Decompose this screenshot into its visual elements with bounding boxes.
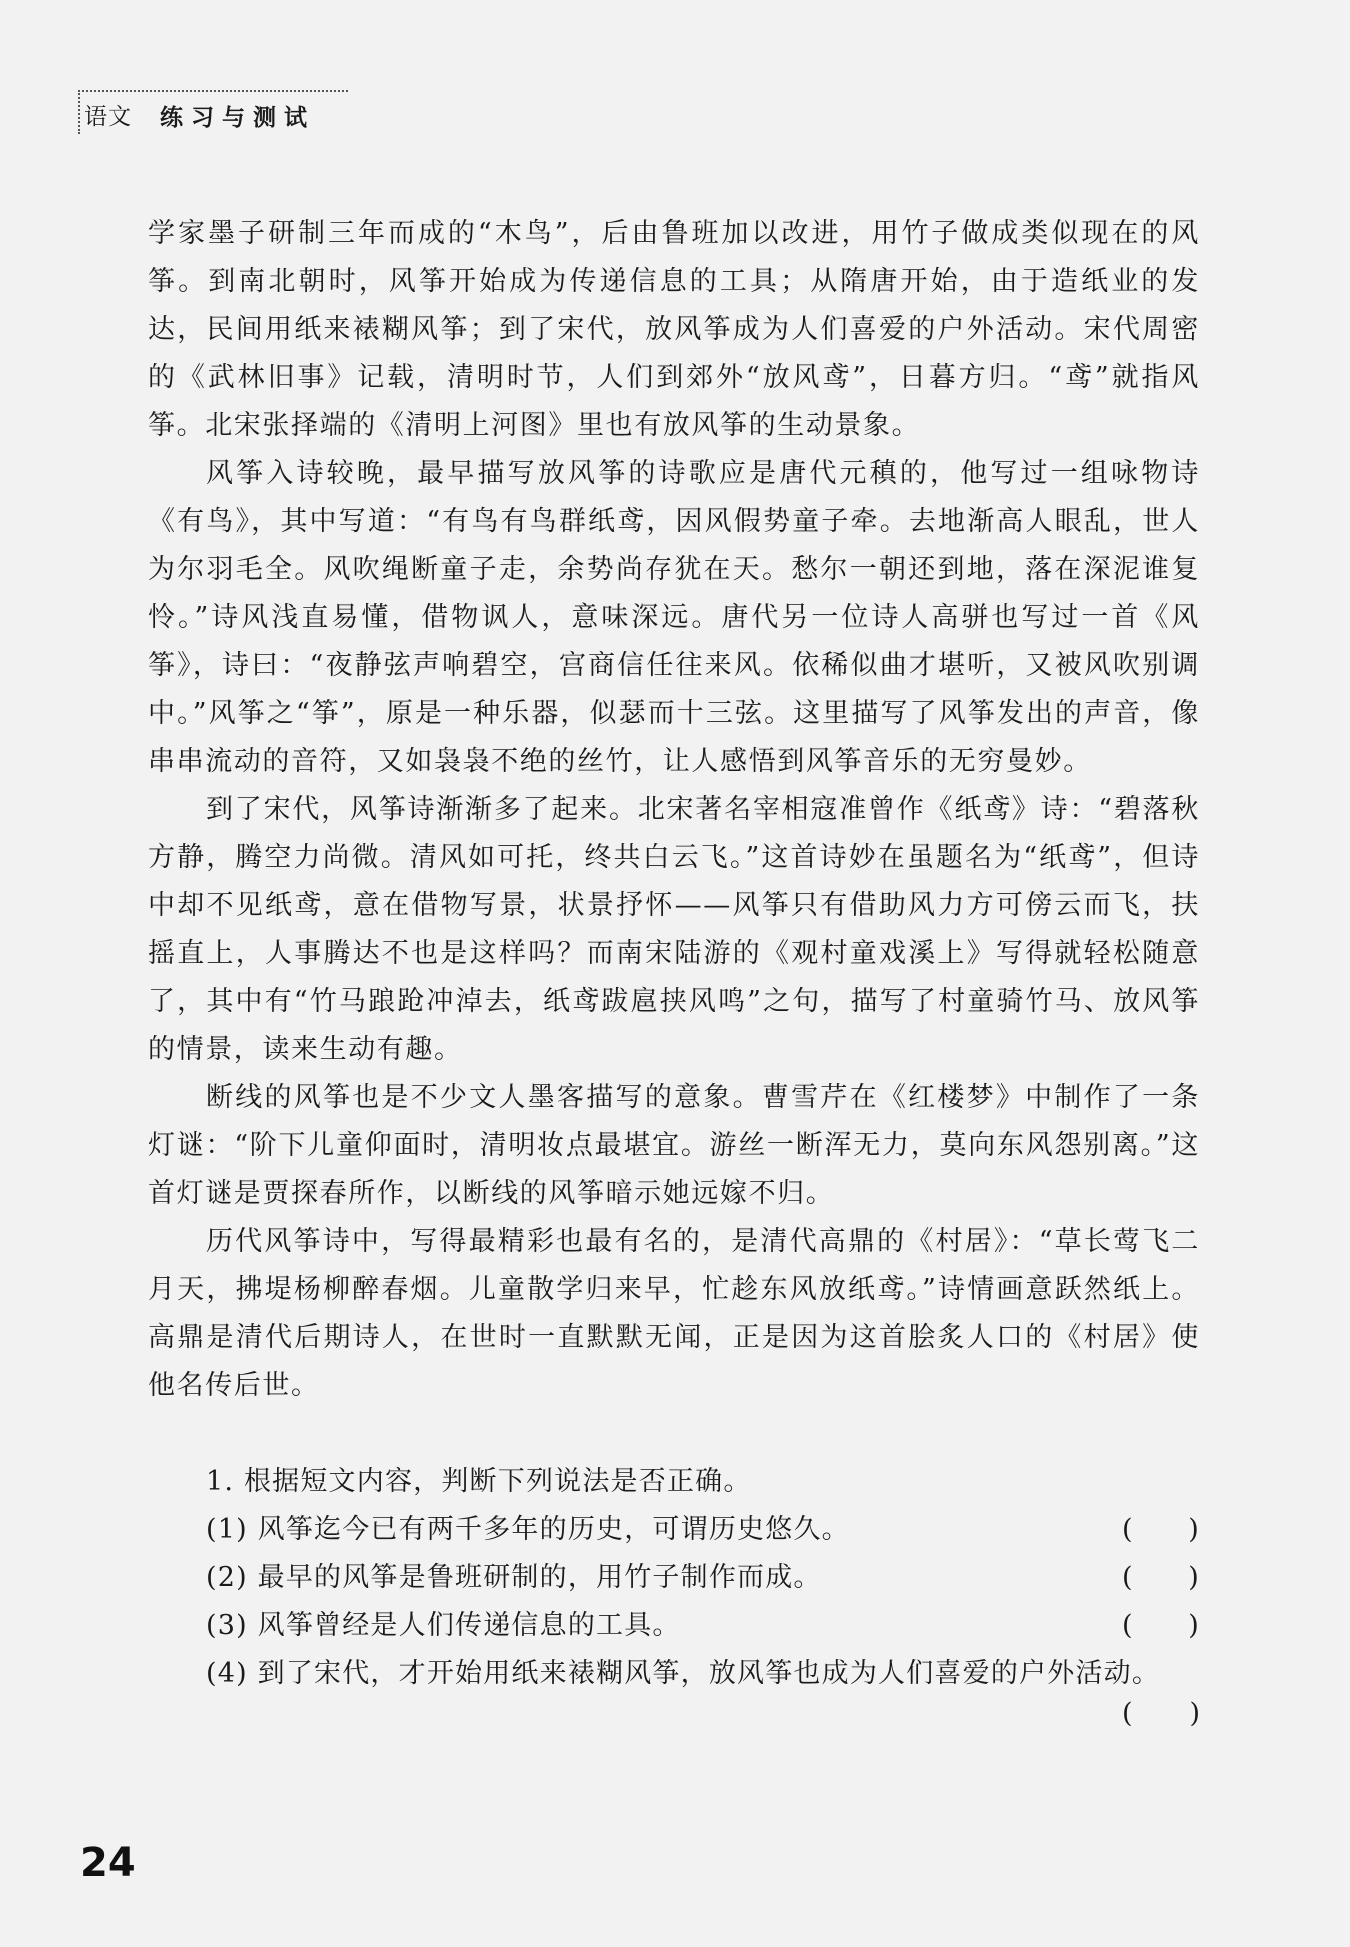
answer-paren-close: ) [1188, 1610, 1200, 1641]
question-text: (4) 到了宋代，才开始用纸来裱糊风筝，放风筝也成为人们喜爱的户外活动。 [206, 1658, 1161, 1689]
paragraph-4: 断线的风筝也是不少文人墨客描写的意象。曹雪芹在《红楼梦》中制作了一条灯谜：“阶下儿童仰面时，清明妆点最堪宜。游丝一断浑无力，莫向东风怨别离。”这首灯谜是贾探春所作，以断线的风筝暗示她远嫁不归。 [148, 1082, 1200, 1209]
answer-blank[interactable] [1122, 1554, 1200, 1602]
question-item-2 [206, 1554, 1200, 1602]
answer-paren-open: ( [1122, 1610, 1134, 1641]
paragraph-3: 到了宋代，风筝诗渐渐多了起来。北宋著名宰相寇准曾作《纸鸢》诗：“碧落秋方静，腾空力尚微。清风如可托，终共白云飞。”这首诗妙在虽题名为“纸鸢”，但诗中却不见纸鸢，意在借物写景，状景抒怀——风筝只有借助风力方可傍云而飞，扶摇直上，人事腾达不也是这样吗？而南宋陆游的《观村童戏溪上》写得就轻松随意了，其中有“竹马踉跄冲淖去，纸鸢跋扈挟风鸣”之句，描写了村童骑竹马、放风筝的情景，读来生动有趣。 [148, 794, 1200, 1065]
answer-paren-open: ( [1122, 1698, 1133, 1729]
answer-blank[interactable] [1122, 1602, 1200, 1650]
answer-paren-close: ) [1188, 1514, 1200, 1545]
page-header [78, 92, 315, 138]
book-title: 练习与测试 [160, 104, 315, 131]
question-title: 1. 根据短文内容，判断下列说法是否正确。 [206, 1466, 752, 1497]
paragraph-2: 风筝入诗较晚，最早描写放风筝的诗歌应是唐代元稹的，他写过一组咏物诗《有鸟》，其中写道：“有鸟有鸟群纸鸢，因风假势童子牵。去地渐高人眼乱，世人为尔羽毛全。风吹绳断童子走，余势尚存犹在天。愁尔一朝还到地，落在深泥谁复怜。”诗风浅直易懂，借物讽人，意味深远。唐代另一位诗人高骈也写过一首《风筝》，诗曰：“夜静弦声响碧空，宫商信任往来风。依稀似曲才堪听，又被风吹别调中。”风筝之“筝”，原是一种乐器，似瑟而十三弦。这里描写了风筝发出的声音，像串串流动的音符，又如袅袅不绝的丝竹，让人感悟到风筝音乐的无穷曼妙。 [148, 458, 1200, 777]
question-text: (2) 最早的风筝是鲁班研制的，用竹子制作而成。 [206, 1562, 822, 1593]
answer-paren-open: ( [1122, 1562, 1134, 1593]
answer-blank[interactable] [1122, 1698, 1200, 1729]
question-text: (3) 风筝曾经是人们传递信息的工具。 [206, 1610, 681, 1641]
question-text: (1) 风筝迄今已有两千多年的历史，可谓历史悠久。 [206, 1514, 850, 1545]
question-item-1 [206, 1506, 1200, 1554]
paragraph-1: 学家墨子研制三年而成的“木鸟”，后由鲁班加以改进，用竹子做成类似现在的风筝。到南北朝时，风筝开始成为传递信息的工具；从隋唐开始，由于造纸业的发达，民间用纸来裱糊风筝；到了宋代，放风筝成为人们喜爱的户外活动。宋代周密的《武林旧事》记载，清明时节，人们到郊外“放风鸢”，日暮方归。“鸢”就指风筝。北宋张择端的《清明上河图》里也有放风筝的生动景象。 [148, 218, 1200, 441]
answer-paren-open: ( [1122, 1514, 1134, 1545]
paragraph-5: 历代风筝诗中，写得最精彩也最有名的，是清代高鼎的《村居》：“草长莺飞二月天，拂堤杨柳醉春烟。儿童散学归来早，忙趁东风放纸鸢。”诗情画意跃然纸上。高鼎是清代后期诗人，在世时一直默默无闻，正是因为这首脍炙人口的《村居》使他名传后世。 [148, 1226, 1200, 1401]
page-number: 24 [80, 1840, 136, 1886]
subject-tag: 语文 [78, 96, 138, 135]
question-item-4 [206, 1650, 1200, 1698]
answer-paren-close: ) [1189, 1698, 1200, 1729]
answer-blank[interactable] [1122, 1506, 1200, 1554]
question-section [148, 1458, 1200, 1746]
article-body [148, 210, 1200, 1746]
question-item-3 [206, 1602, 1200, 1650]
question-4-answer-row [148, 1698, 1200, 1746]
answer-paren-close: ) [1188, 1562, 1200, 1593]
